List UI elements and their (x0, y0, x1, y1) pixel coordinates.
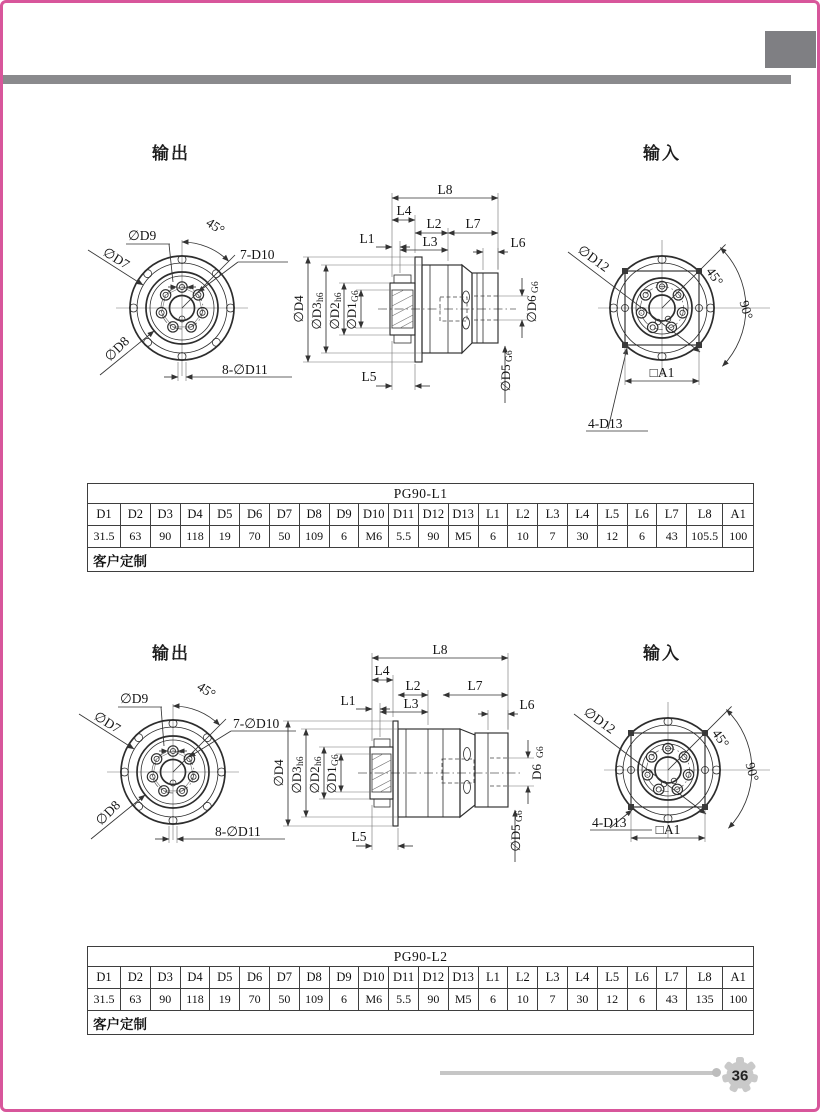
d8-label: ∅D8 (92, 797, 124, 829)
l2-dim: L2 (405, 678, 421, 693)
l6-dim: L6 (510, 235, 526, 250)
d10-label: 7-D10 (240, 247, 275, 262)
footer-rule (440, 1071, 716, 1075)
table-cell: 135 (687, 989, 723, 1011)
d7-label: ∅D7 (91, 708, 124, 737)
table-cell: D3 (150, 967, 180, 989)
table-cell: 50 (269, 989, 299, 1011)
d7-label: ∅D7 (100, 244, 133, 273)
technical-drawing-pg90-l2 (70, 640, 770, 880)
table-cell: 63 (121, 989, 151, 1011)
table-cell: A1 (723, 967, 754, 989)
table-cell: L4 (567, 967, 597, 989)
table-cell: 31.5 (88, 526, 121, 548)
table-cell: D13 (448, 967, 478, 989)
table-cell: L6 (627, 504, 657, 526)
l4-dim: L4 (374, 663, 390, 678)
table-cell: 70 (240, 526, 270, 548)
d3-tolerance: h6 (316, 292, 326, 302)
table-cell: 6 (329, 989, 359, 1011)
table-cell: 6 (627, 989, 657, 1011)
table-cell: 5.5 (389, 989, 419, 1011)
table-cell: L6 (627, 967, 657, 989)
d4-dim: ∅D4 (291, 295, 306, 323)
table-cell: 105.5 (687, 526, 723, 548)
d1-dim: ∅D1 (344, 302, 359, 330)
page-number: 36 (731, 1067, 749, 1085)
spec-table-pg90-l2 (87, 946, 754, 1035)
table-cell: D13 (448, 504, 478, 526)
angle-90-label: 90° (736, 298, 757, 321)
angle-45-label: 45° (194, 678, 219, 702)
table-cell: 12 (597, 526, 627, 548)
table-cell: M5 (448, 526, 478, 548)
table-cell: 19 (210, 526, 240, 548)
d8-label: ∅D8 (101, 333, 133, 365)
table-cell: 6 (478, 526, 508, 548)
table-title: PG90-L2 (88, 947, 754, 967)
table-cell: D10 (359, 967, 389, 989)
table-value-row (88, 989, 754, 1011)
input-flange-view (568, 240, 770, 431)
table-cell: L5 (597, 967, 627, 989)
table-cell: D6 (240, 504, 270, 526)
d5-tolerance: G6 (505, 350, 515, 362)
d1-tolerance: G6 (351, 290, 361, 302)
d6-tolerance: G6 (536, 746, 546, 758)
table-note: 客户定制 (88, 548, 754, 572)
d3-tolerance: h6 (296, 756, 306, 766)
table-cell: 63 (121, 526, 151, 548)
table-cell: 30 (567, 989, 597, 1011)
l2-dim: L2 (426, 216, 442, 231)
table-cell: 5.5 (389, 526, 419, 548)
section-side-view (291, 182, 541, 403)
table-cell: 70 (240, 989, 270, 1011)
d11-label: 8-∅D11 (215, 824, 261, 839)
table-cell: D8 (299, 504, 329, 526)
table-cell: 30 (567, 526, 597, 548)
l5-dim: L5 (361, 369, 377, 384)
table-cell: 43 (657, 526, 687, 548)
table-cell: D12 (418, 504, 448, 526)
table-cell: 90 (418, 526, 448, 548)
table-header-row (88, 504, 754, 526)
output-flange-view (88, 215, 292, 381)
table-cell: 118 (180, 526, 210, 548)
table-cell: 50 (269, 526, 299, 548)
table-cell: D4 (180, 967, 210, 989)
table-cell: 19 (210, 989, 240, 1011)
table-cell: D3 (150, 504, 180, 526)
l8-dim: L8 (432, 642, 448, 657)
a1-dim: □A1 (649, 365, 675, 380)
table-cell: 118 (180, 989, 210, 1011)
table-cell: 10 (508, 989, 538, 1011)
input-flange-view (574, 702, 770, 842)
table-cell: L8 (687, 504, 723, 526)
angle-45-label: 45° (203, 214, 228, 238)
table-cell: 6 (329, 526, 359, 548)
d3-dim: ∅D3 (289, 766, 304, 794)
angle-90-label: 90° (742, 760, 763, 783)
d11-label: 8-∅D11 (222, 362, 268, 377)
d2-tolerance: h6 (314, 756, 324, 766)
l7-dim: L7 (465, 216, 481, 231)
table-cell: A1 (723, 504, 754, 526)
table-cell: D9 (329, 504, 359, 526)
table-cell: 7 (538, 989, 568, 1011)
output-label: 输出 (152, 144, 190, 163)
table-cell: M5 (448, 989, 478, 1011)
header-corner-block (765, 31, 816, 68)
d13-label: 4-D13 (588, 416, 623, 431)
output-flange-view (79, 679, 296, 843)
table-cell: L3 (538, 967, 568, 989)
l3-dim: L3 (403, 696, 419, 711)
d6-dim: ∅D6 (524, 295, 539, 323)
technical-drawing-pg90-l1 (70, 178, 770, 440)
table-cell: L2 (508, 504, 538, 526)
l1-dim: L1 (340, 693, 356, 708)
table-cell: 90 (150, 989, 180, 1011)
l4-dim: L4 (396, 203, 412, 218)
table-cell: 6 (478, 989, 508, 1011)
table-cell: 43 (657, 989, 687, 1011)
d5-dim: ∅D5 (508, 824, 523, 852)
d2-dim: ∅D2 (307, 766, 322, 794)
table-cell: 31.5 (88, 989, 121, 1011)
table-cell: L7 (657, 504, 687, 526)
table-title: PG90-L1 (88, 484, 754, 504)
table-cell: D2 (121, 504, 151, 526)
table-cell: 10 (508, 526, 538, 548)
output-label: 输出 (152, 644, 190, 663)
table-cell: 100 (723, 989, 754, 1011)
table-cell: L1 (478, 967, 508, 989)
table-cell: 6 (627, 526, 657, 548)
table-cell: D12 (418, 967, 448, 989)
d4-dim: ∅D4 (271, 759, 286, 787)
d12-label: ∅D12 (575, 242, 613, 275)
l8-dim: L8 (437, 182, 453, 197)
d9-label: ∅D9 (128, 228, 157, 243)
table-cell: 109 (299, 989, 329, 1011)
table-cell: 109 (299, 526, 329, 548)
input-label: 输入 (643, 144, 681, 163)
table-cell: L8 (687, 967, 723, 989)
table-cell: D1 (88, 967, 121, 989)
spec-table-pg90-l1 (87, 483, 754, 572)
table-cell: D5 (210, 967, 240, 989)
angle-45-label: 45° (703, 264, 727, 289)
table-cell: D8 (299, 967, 329, 989)
header-rule-bar (3, 75, 791, 84)
d13-label: 4-D13 (592, 815, 627, 830)
d1-dim: ∅D1 (324, 766, 339, 794)
d9-label: ∅D9 (120, 691, 149, 706)
table-cell: L4 (567, 504, 597, 526)
a1-dim: □A1 (655, 822, 681, 837)
table-cell: L5 (597, 504, 627, 526)
d2-dim: ∅D2 (327, 302, 342, 330)
d6-dim: D6 (529, 764, 544, 780)
table-cell: 7 (538, 526, 568, 548)
table-cell: L1 (478, 504, 508, 526)
table-cell: 90 (418, 989, 448, 1011)
d2-tolerance: h6 (334, 292, 344, 302)
d10-label: 7-∅D10 (233, 716, 280, 731)
table-cell: D1 (88, 504, 121, 526)
table-cell: L2 (508, 967, 538, 989)
table-cell: L7 (657, 967, 687, 989)
l1-dim: L1 (359, 231, 375, 246)
l5-dim: L5 (351, 829, 367, 844)
table-cell: D9 (329, 967, 359, 989)
table-cell: 100 (723, 526, 754, 548)
table-note: 客户定制 (88, 1011, 754, 1035)
table-cell: D4 (180, 504, 210, 526)
l6-dim: L6 (519, 697, 535, 712)
table-cell: D7 (269, 967, 299, 989)
table-cell: D7 (269, 504, 299, 526)
table-cell: 90 (150, 526, 180, 548)
page-number-gear (716, 1051, 764, 1099)
table-cell: D2 (121, 967, 151, 989)
table-header-row (88, 967, 754, 989)
l3-dim: L3 (422, 234, 438, 249)
table-cell: D5 (210, 504, 240, 526)
table-cell: M6 (359, 526, 389, 548)
table-cell: D11 (389, 967, 419, 989)
d5-tolerance: G6 (515, 810, 525, 822)
d1-tolerance: G6 (331, 754, 341, 766)
input-label: 输入 (643, 644, 681, 663)
l7-dim: L7 (467, 678, 483, 693)
angle-45-label: 45° (709, 726, 733, 751)
table-cell: D6 (240, 967, 270, 989)
table-cell: D10 (359, 504, 389, 526)
table-cell: M6 (359, 989, 389, 1011)
section-side-view (271, 642, 546, 862)
table-cell: L3 (538, 504, 568, 526)
d5-dim: ∅D5 (498, 364, 513, 392)
d3-dim: ∅D3 (309, 302, 324, 330)
d12-label: ∅D12 (581, 704, 619, 737)
d6-tolerance: G6 (531, 281, 541, 293)
table-cell: 12 (597, 989, 627, 1011)
table-cell: D11 (389, 504, 419, 526)
table-value-row (88, 526, 754, 548)
